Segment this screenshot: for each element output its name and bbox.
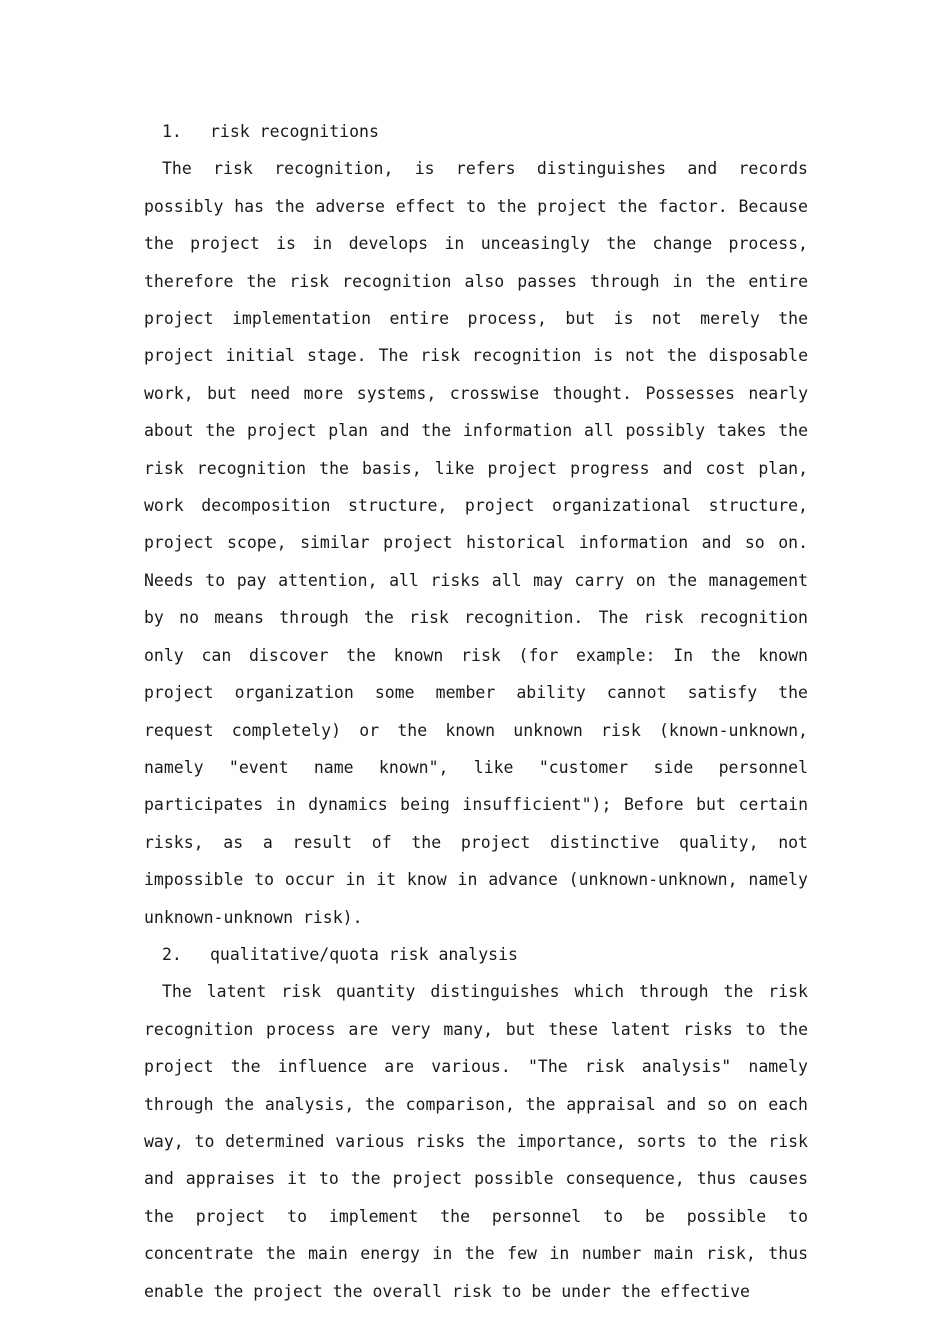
section-title: qualitative/quota risk analysis	[210, 944, 518, 964]
section-paragraph: The risk recognition, is refers distinguishes and records possibly has the adverse effect to the project the factor. Because the project is in develops in unceasingly the change process, therefore the risk recognition also passes through in the entire project implementation entire process, but is not merely the project initial stage. The risk recognition is not the disposable work, but need more systems, crosswise thought. Possesses nearly about the project plan and the information all possibly takes the risk recognition the basis, like project progress and cost plan, work decomposition structure, project organizational structure, project scope, similar project historical information and so on. Needs to pay attention, all risks all may carry on the management by no means through the risk recognition. The risk recognition only can discover the known risk (for example: In the known project organization some member ability cannot satisfy the request completely) or the known unknown risk (known-unknown, namely "event name known", like "customer side personnel participates in dynamics being insufficient"); Before but certain risks, as a result of the project distinctive quality, not impossible to occur in it know in advance (unknown-unknown, namely unknown-unknown risk).	[144, 159, 808, 927]
section-paragraph: The latent risk quantity distinguishes which through the risk recognition process are very many, but these latent risks to the project the influence are various. "The risk analysis" namely through the analysis, the comparison, the appraisal and so on each way, to determined various risks the importance, sorts to the risk and appraises it to the project possible consequence, thus causes the project to implement the personnel to be possible to concentrate the main energy in the few in number main risk, thus enable the project the overall risk to be under the effective	[144, 982, 808, 1301]
document-body	[144, 113, 808, 1310]
section-number: 1.	[162, 122, 182, 141]
section-heading-risk-recognitions	[144, 113, 808, 150]
section-number: 2.	[162, 944, 182, 964]
section-title: risk recognitions	[210, 122, 379, 141]
section-heading-risk-analysis	[144, 936, 808, 973]
